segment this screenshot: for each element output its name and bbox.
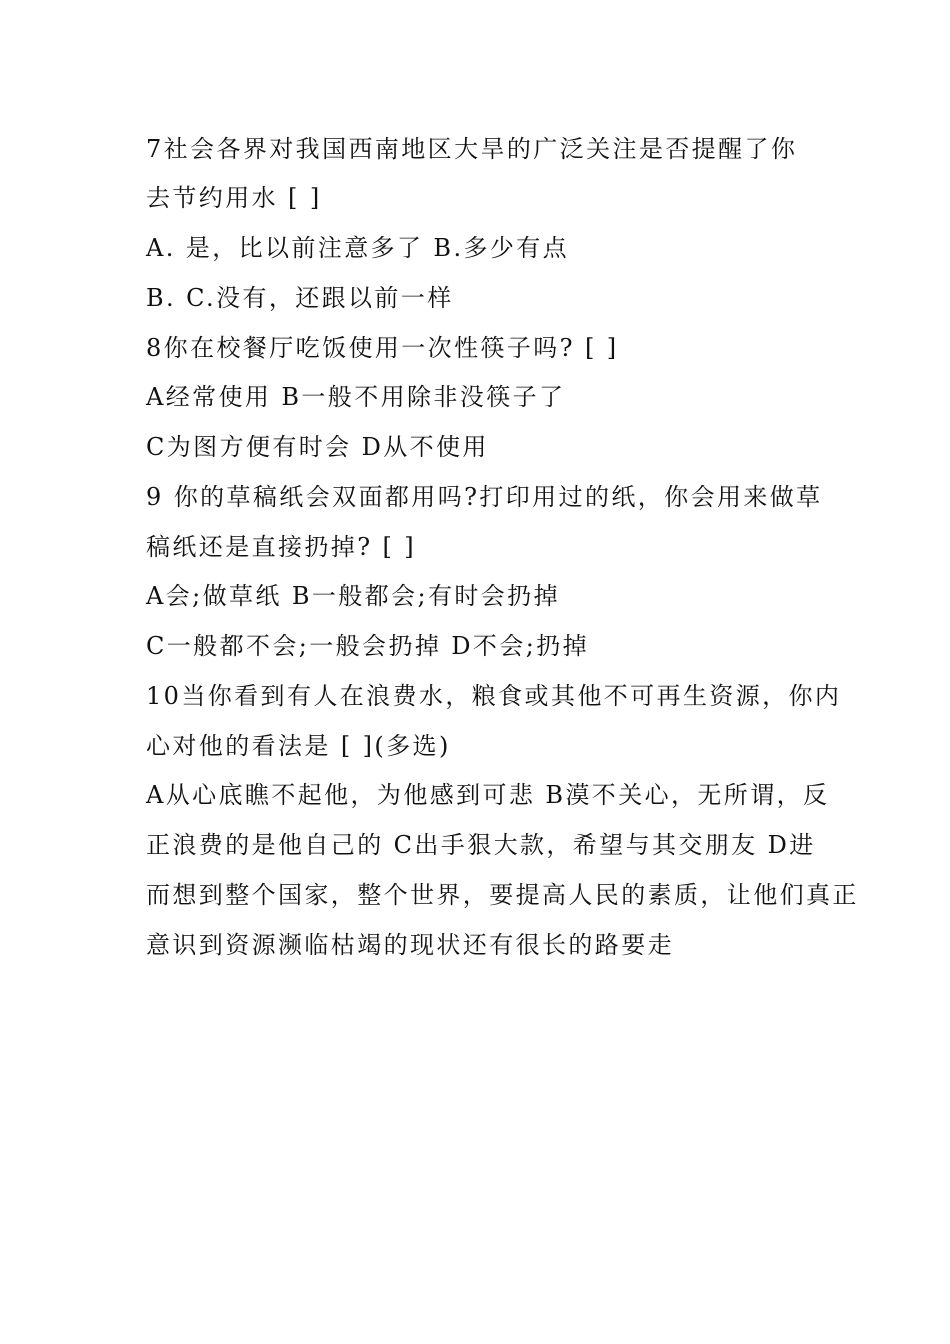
q7-option-line-2: B. C.没有，还跟以前一样: [146, 284, 454, 312]
q9-line-1: 9 你的草稿纸会双面都用吗?打印用过的纸，你会用来做草: [146, 483, 823, 511]
q10-option-line-1: A从心底瞧不起他，为他感到可悲 B漠不关心，无所谓，反: [146, 781, 830, 809]
q9-option-line-2: C一般都不会;一般会扔掉 D不会;扔掉: [146, 632, 590, 660]
q10-line-2: 心对他的看法是 [ ](多选): [146, 732, 451, 760]
q9-line-2: 稿纸还是直接扔掉? [ ]: [146, 533, 417, 561]
q7-line-2: 去节约用水 [ ]: [146, 184, 322, 212]
q10-line-1: 10当你看到有人在浪费水，粮食或其他不可再生资源，你内: [146, 682, 842, 710]
q7-option-line-1: A. 是，比以前注意多了 B.多少有点: [146, 234, 570, 262]
q9-option-line-1: A会;做草纸 B一般都会;有时会扔掉: [146, 582, 560, 610]
q8-line: 8你在校餐厅吃饭使用一次性筷子吗? [ ]: [146, 334, 619, 362]
q10-option-line-3: 而想到整个国家，整个世界，要提高人民的素质，让他们真正: [146, 881, 859, 909]
q7-line-1: 7社会各界对我国西南地区大旱的广泛关注是否提醒了你: [146, 135, 798, 163]
q10-option-line-4: 意识到资源濒临枯竭的现状还有很长的路要走: [146, 931, 674, 959]
q8-option-line-2: C为图方便有时会 D从不使用: [146, 433, 489, 461]
q10-option-line-2: 正浪费的是他自己的 C出手狠大款，希望与其交朋友 D进: [146, 831, 816, 859]
q8-option-line-1: A经常使用 B一般不用除非没筷子了: [146, 383, 566, 411]
